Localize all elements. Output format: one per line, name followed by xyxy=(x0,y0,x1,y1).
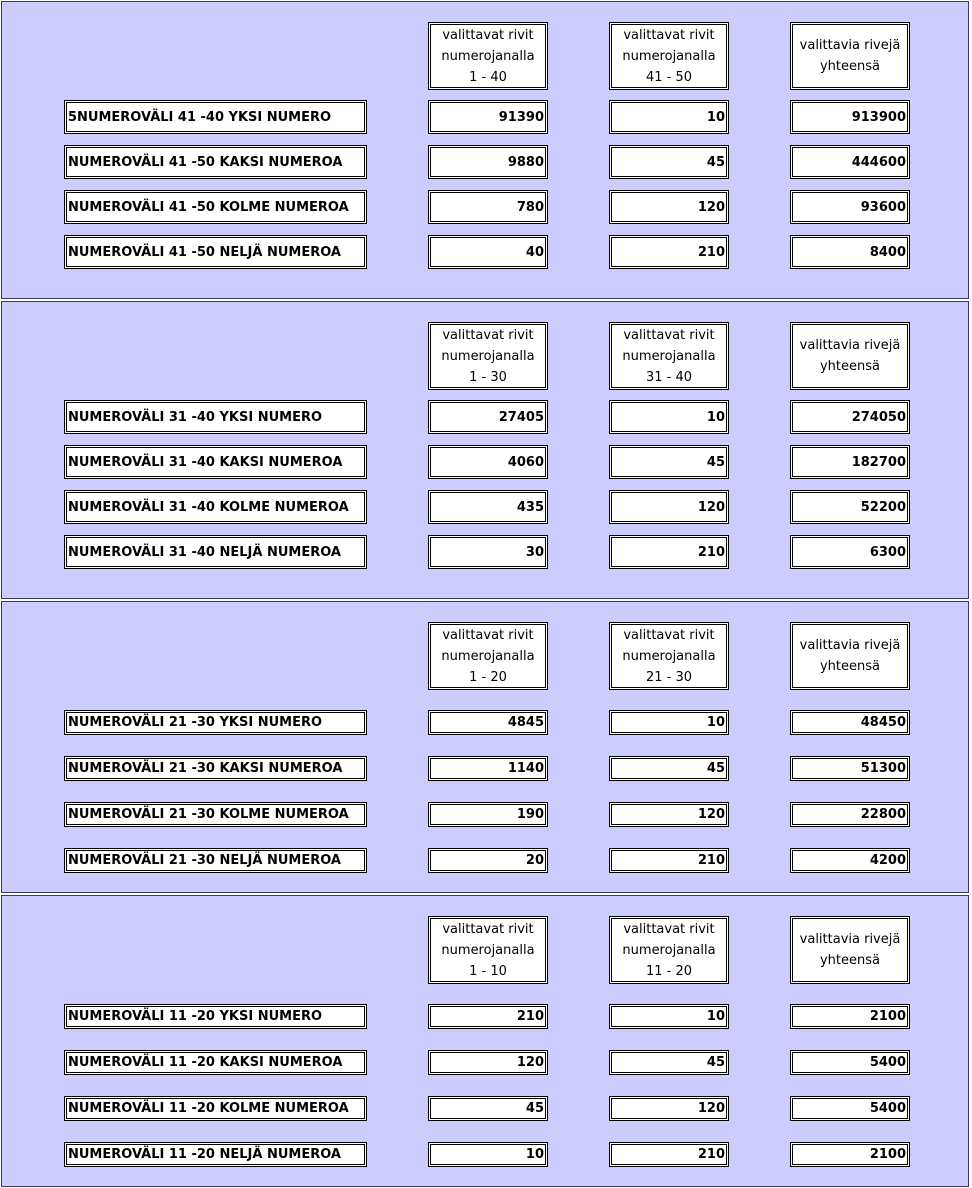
value-cell-col1: 10 xyxy=(428,1142,548,1167)
value-cell-col2: 120 xyxy=(609,190,729,224)
row-label: NUMEROVÄLI 21 -30 KAKSI NUMEROA xyxy=(64,756,367,781)
value-cell-col1: 30 xyxy=(428,535,548,569)
header-line: valittavat rivit xyxy=(623,921,715,937)
header-line: valittavia rivejä xyxy=(799,638,901,653)
panel-11-20 xyxy=(1,895,969,1187)
value-cell-col2: 210 xyxy=(609,848,729,873)
value-cell-col2: 210 xyxy=(609,1142,729,1167)
value-cell-col3: 51300 xyxy=(790,756,910,781)
value-cell-col3: 444600 xyxy=(790,145,910,179)
header-line: numerojanalla xyxy=(441,942,535,958)
value-cell-col2: 10 xyxy=(609,100,729,134)
value-cell-col1: 435 xyxy=(428,490,548,524)
value-cell-col1: 4060 xyxy=(428,445,548,479)
value-cell-col3: 2100 xyxy=(790,1004,910,1029)
value-cell-col3: 8400 xyxy=(790,235,910,269)
row-label: NUMEROVÄLI 41 -50 NELJÄ NUMEROA xyxy=(64,235,367,269)
value-cell-col1: 1140 xyxy=(428,756,548,781)
header-line: valittavat rivit xyxy=(623,327,715,343)
value-cell-col3: 274050 xyxy=(790,400,910,434)
header-line: valittavia rivejä xyxy=(799,38,901,53)
value-cell-col2: 10 xyxy=(609,400,729,434)
row-label: NUMEROVÄLI 11 -20 NELJÄ NUMEROA xyxy=(64,1142,367,1167)
value-cell-col1: 45 xyxy=(428,1096,548,1121)
header-line: 21 - 30 xyxy=(645,669,693,685)
header-line: yhteensä xyxy=(819,659,880,674)
header-line: yhteensä xyxy=(819,359,880,374)
value-cell-col3: 6300 xyxy=(790,535,910,569)
value-cell-col1: 9880 xyxy=(428,145,548,179)
header-col3 xyxy=(790,622,910,690)
panel-31-40 xyxy=(1,301,969,599)
header-line: 1 - 20 xyxy=(469,669,507,685)
value-cell-col2: 210 xyxy=(609,535,729,569)
header-line: numerojanalla xyxy=(622,48,716,64)
header-line: 41 - 50 xyxy=(645,69,693,85)
header-col2 xyxy=(609,916,729,984)
header-col3 xyxy=(790,322,910,390)
header-col3 xyxy=(790,916,910,984)
value-cell-col1: 27405 xyxy=(428,400,548,434)
value-cell-col1: 190 xyxy=(428,802,548,827)
panel-41-50 xyxy=(1,1,969,299)
value-cell-col2: 210 xyxy=(609,235,729,269)
row-label: NUMEROVÄLI 31 -40 YKSI NUMERO xyxy=(64,400,367,434)
header-line: valittavia rivejä xyxy=(799,338,901,353)
header-col2 xyxy=(609,22,729,90)
value-cell-col2: 120 xyxy=(609,802,729,827)
value-cell-col1: 20 xyxy=(428,848,548,873)
row-label: NUMEROVÄLI 31 -40 KOLME NUMEROA xyxy=(64,490,367,524)
header-line: 1 - 30 xyxy=(469,369,507,385)
value-cell-col2: 10 xyxy=(609,1004,729,1029)
value-cell-col1: 4845 xyxy=(428,710,548,735)
value-cell-col2: 120 xyxy=(609,490,729,524)
value-cell-col2: 10 xyxy=(609,710,729,735)
value-cell-col1: 210 xyxy=(428,1004,548,1029)
row-label: NUMEROVÄLI 21 -30 KOLME NUMEROA xyxy=(64,802,367,827)
row-label: NUMEROVÄLI 31 -40 NELJÄ NUMEROA xyxy=(64,535,367,569)
header-line: 11 - 20 xyxy=(645,963,693,979)
header-line: numerojanalla xyxy=(622,648,716,664)
header-col1 xyxy=(428,22,548,90)
header-line: valittavat rivit xyxy=(442,327,534,343)
header-col1 xyxy=(428,322,548,390)
header-line: numerojanalla xyxy=(441,648,535,664)
header-line: valittavia rivejä xyxy=(799,932,901,947)
value-cell-col1: 40 xyxy=(428,235,548,269)
row-label: NUMEROVÄLI 21 -30 YKSI NUMERO xyxy=(64,710,367,735)
header-line: numerojanalla xyxy=(622,942,716,958)
row-label: 5NUMEROVÄLI 41 -40 YKSI NUMERO xyxy=(64,100,367,134)
value-cell-col1: 780 xyxy=(428,190,548,224)
header-line: yhteensä xyxy=(819,59,880,74)
header-line: yhteensä xyxy=(819,953,880,968)
header-line: valittavat rivit xyxy=(442,627,534,643)
header-line: 1 - 40 xyxy=(469,69,507,85)
row-label: NUMEROVÄLI 41 -50 KAKSI NUMEROA xyxy=(64,145,367,179)
value-cell-col2: 45 xyxy=(609,756,729,781)
row-label: NUMEROVÄLI 11 -20 KOLME NUMEROA xyxy=(64,1096,367,1121)
value-cell-col3: 48450 xyxy=(790,710,910,735)
header-line: numerojanalla xyxy=(622,348,716,364)
row-label: NUMEROVÄLI 11 -20 YKSI NUMERO xyxy=(64,1004,367,1029)
row-label: NUMEROVÄLI 41 -50 KOLME NUMEROA xyxy=(64,190,367,224)
header-col1 xyxy=(428,622,548,690)
header-line: valittavat rivit xyxy=(442,27,534,43)
header-line: valittavat rivit xyxy=(623,27,715,43)
value-cell-col3: 5400 xyxy=(790,1050,910,1075)
header-line: 1 - 10 xyxy=(469,963,507,979)
row-label: NUMEROVÄLI 31 -40 KAKSI NUMEROA xyxy=(64,445,367,479)
header-line: numerojanalla xyxy=(441,348,535,364)
value-cell-col1: 120 xyxy=(428,1050,548,1075)
header-col2 xyxy=(609,322,729,390)
value-cell-col3: 93600 xyxy=(790,190,910,224)
value-cell-col3: 52200 xyxy=(790,490,910,524)
header-line: valittavat rivit xyxy=(442,921,534,937)
header-line: numerojanalla xyxy=(441,48,535,64)
value-cell-col3: 913900 xyxy=(790,100,910,134)
value-cell-col3: 2100 xyxy=(790,1142,910,1167)
value-cell-col3: 182700 xyxy=(790,445,910,479)
value-cell-col1: 91390 xyxy=(428,100,548,134)
header-col1 xyxy=(428,916,548,984)
value-cell-col2: 45 xyxy=(609,1050,729,1075)
value-cell-col2: 45 xyxy=(609,445,729,479)
header-line: 31 - 40 xyxy=(645,369,693,385)
header-col2 xyxy=(609,622,729,690)
value-cell-col2: 120 xyxy=(609,1096,729,1121)
value-cell-col2: 45 xyxy=(609,145,729,179)
header-line: valittavat rivit xyxy=(623,627,715,643)
value-cell-col3: 5400 xyxy=(790,1096,910,1121)
row-label: NUMEROVÄLI 11 -20 KAKSI NUMEROA xyxy=(64,1050,367,1075)
panel-21-30 xyxy=(1,601,969,893)
header-col3 xyxy=(790,22,910,90)
value-cell-col3: 22800 xyxy=(790,802,910,827)
value-cell-col3: 4200 xyxy=(790,848,910,873)
row-label: NUMEROVÄLI 21 -30 NELJÄ NUMEROA xyxy=(64,848,367,873)
